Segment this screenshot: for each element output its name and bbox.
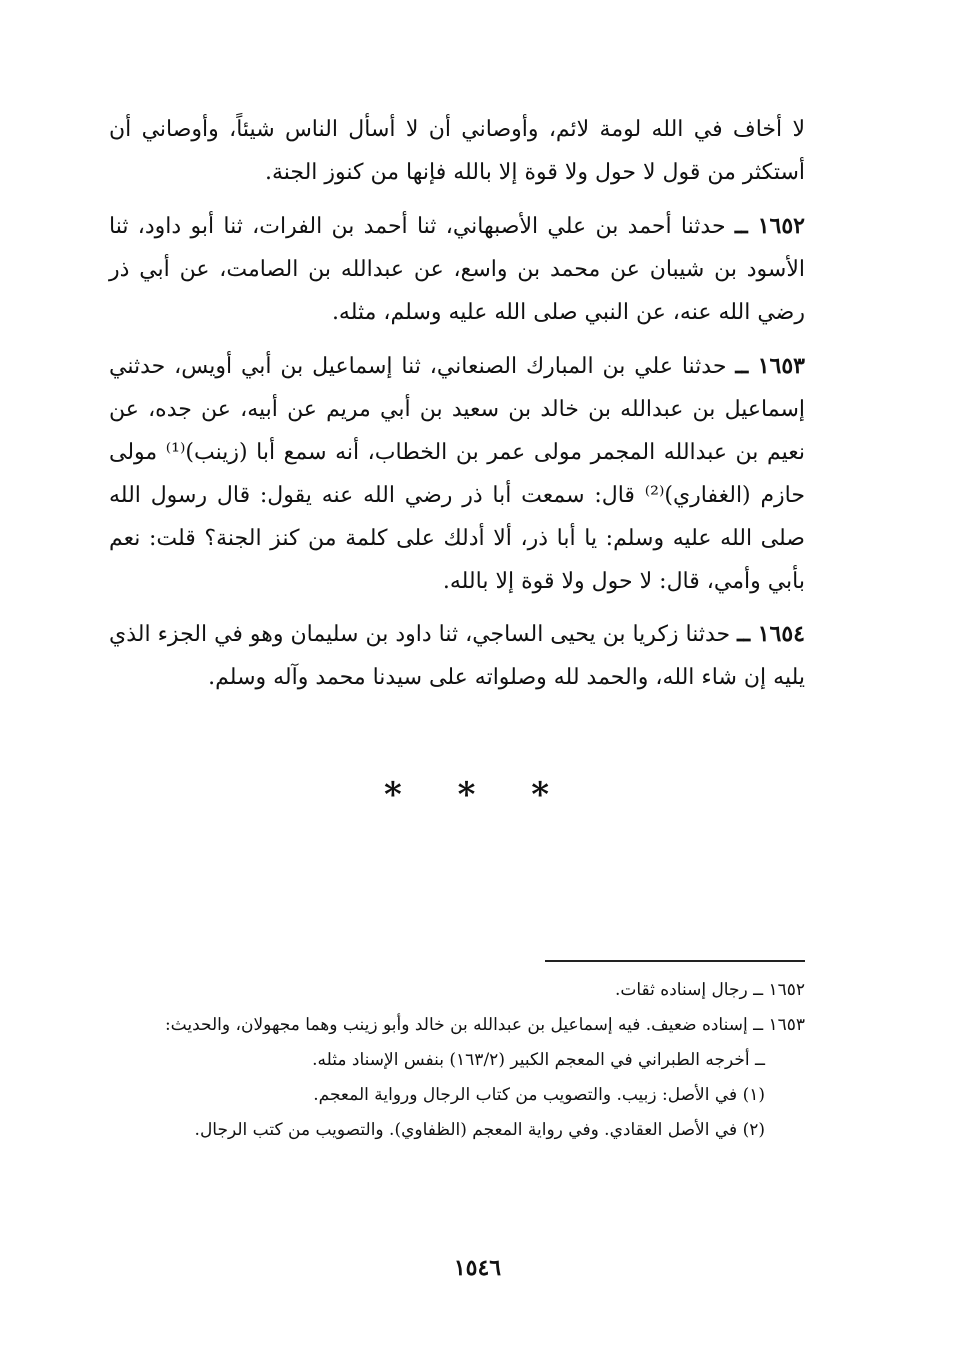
footnotes: [105, 975, 805, 1150]
paragraph-text: حدثنا علي بن المبارك الصنعاني، ثنا إسماعيل بن أبي أويس، حدثني إسماعيل بن عبدالله بن خالد بن سعيد بن أبي مريم عن أبيه، عن جده، عن نعيم بن عبدالله المجمر مولى عمر بن الخطاب، أنه سمع أبا (زينب)⁽¹⁾ مولى حازم (الغفاري)⁽²⁾ قال: سمعت أبا ذر رضي الله عنه يقول: قال رسول الله صلى الله عليه وسلم: يا أبا ذر، ألا أدلك على كلمة من كنز الجنة؟ قلت: نعم بأبي وأمي، قال: لا حول ولا قوة إلا بالله.: [109, 354, 805, 594]
paragraph-text: حدثنا أحمد بن علي الأصبهاني، ثنا أحمد بن الفرات، ثنا أبو داود، ثنا الأسود بن شيبان عن محمد بن واسع، عن عبدالله بن الصامت، عن أبي ذر رضي الله عنه، عن النبي صلى الله عليه وسلم، مثله.: [109, 214, 806, 325]
hadith-number: ١٦٥٣ ــ: [735, 353, 805, 379]
footnote-divider: [545, 960, 805, 962]
paragraph: [109, 205, 805, 334]
footnote: ــ أخرجه الطبراني في المعجم الكبير (١٦٣/٢) بنفس الإسناد مثله.: [312, 1050, 765, 1070]
hadith-1654: [109, 613, 805, 699]
hadith-number: ١٦٥٢ ــ: [734, 213, 805, 239]
hadith-1653: [109, 345, 805, 603]
section-separator: * * *: [383, 775, 571, 815]
paragraph-continuation: [109, 108, 805, 194]
main-text: [109, 108, 805, 194]
footnote: (٢) في الأصل العقادي. وفي رواية المعجم (الظفاوي). والتصويب من كتب الرجال.: [194, 1120, 765, 1140]
paragraph-text: حدثنا زكريا بن يحيى الساجي، ثنا داود بن سليمان وهو في الجزء الذي يليه إن شاء الله، والحمد لله وصلواته على سيدنا محمد وآله وسلم.: [109, 622, 805, 690]
hadith-number: ١٦٥٤ ــ: [737, 621, 805, 647]
footnote: ١٦٥٣ ــ إسناده ضعيف. فيه إسماعيل بن عبدالله بن خالد وأبو زينب وهما مجهولان، والحديث:: [164, 1015, 805, 1035]
paragraph: [109, 345, 805, 603]
hadith-1652: [109, 205, 805, 334]
paragraph: [109, 613, 805, 699]
page-number: ١٥٤٦: [453, 1255, 502, 1281]
paragraph-text: لا أخاف في الله لومة لائم، وأوصاني أن لا أسأل الناس شيئاً، وأوصاني أن أستكثر من قول لا حول ولا قوة إلا بالله فإنها من كنوز الجنة.: [109, 117, 805, 185]
footnote: ١٦٥٢ ــ رجال إسناده ثقات.: [614, 980, 805, 1000]
footnote: (١) في الأصل: زبيب. والتصويب من كتاب الرجال ورواية المعجم.: [313, 1085, 765, 1105]
